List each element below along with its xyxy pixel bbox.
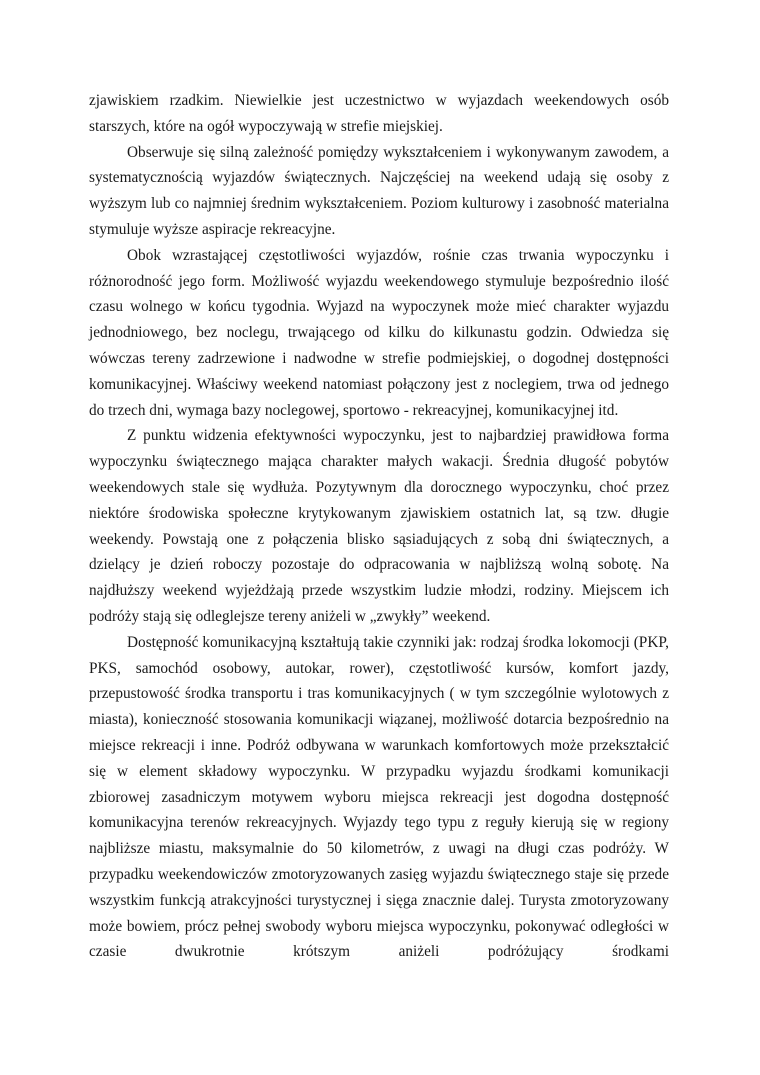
paragraph-duration: Obok wzrastającej częstotliwości wyjazdów, rośnie czas trwania wypoczynku i różnorodność jego form. Możliwość wyjazdu weekendowego stymuluje bezpośrednio ilość czasu wolnego w końcu tygodnia. Wyjazd na wypoczynek może mieć charakter wyjazdu jednodniowego, bez noclegu, trwającego od kilku do kilkunastu godzin. Odwiedza się wówczas tereny zadrzewione i nadwodne w strefie podmiejskiej, o dogodnej dostępności komunikacyjnej. Właściwy weekend natomiast połączony jest z noclegiem, trwa od jednego do trzech dni, wymaga bazy noclegowej, sportowo - rekreacyjnej, komunikacyjnej itd. [89, 246, 669, 419]
paragraph-transport: Dostępność komunikacyjną kształtują takie czynniki jak: rodzaj środka lokomocji (PKP, PKS, samochód osobowy, autokar, rower), częstotliwość kursów, komfort jazdy, przepustowość środka transportu i tras komunikacyjnych ( w tym szczególnie wylotowych z miasta), konieczność stosowania komunikacji wiązanej, możliwość dotarcia bezpośrednio na miejsce rekreacji i inne. Podróż odbywana w warunkach komfortowych może przekształcić się w element składowy wypoczynku. W przypadku wyjazdu środkami komunikacji zbiorowej zasadniczym motywem wyboru miejsca rekreacji jest dogodna dostępność komunikacyjna terenów rekreacyjnych. Wyjazdy tego typu z reguły kierują się w regiony najbliższe miastu, maksymalnie do 50 kilometrów, z uwagi na długi czas podróży. W przypadku weekendowiczów zmotoryzowanych zasięg wyjazdu świątecznego staje się przede wszystkim funkcją atrakcyjności turystycznej i sięga znacznie dalej. Turysta zmotoryzowany może bowiem, prócz pełnej swobody wyboru miejsca wypoczynku, pokonywać odległości w czasie dwukrotnie krótszym aniżeli podróżujący środkami [89, 633, 669, 961]
paragraph-continued: zjawiskiem rzadkim. Niewielkie jest uczestnictwo w wyjazdach weekendowych osób starszych, które na ogół wypoczywają w strefie miejskiej. [89, 92, 669, 135]
document-body [89, 88, 669, 965]
paragraph-education: Obserwuje się silną zależność pomiędzy wykształceniem i wykonywanym zawodem, a systematycznością wyjazdów świątecznych. Najczęściej na weekend udają się osoby z wyższym lub co najmniej średnim wykształceniem. Poziom kulturowy i zasobność materialna stymuluje wyższe aspiracje rekreacyjne. [89, 143, 669, 238]
paragraph-long-weekends: Z punktu widzenia efektywności wypoczynku, jest to najbardziej prawidłowa forma wypoczynku świątecznego mająca charakter małych wakacji. Średnia długość pobytów weekendowych stale się wydłuża. Pozytywnym dla dorocznego wypoczynku, choć przez niektóre środowiska społeczne krytykowanym zjawiskiem ostatnich lat, są tzw. długie weekendy. Powstają one z połączenia blisko sąsiadujących z sobą dni świątecznych, a dzielący je dzień roboczy pozostaje do odpracowania w najbliższą wolną sobotę. Na najdłuższy weekend wyjeżdżają przede wszystkim ludzie młodzi, rodziny. Miejscem ich podróży stają się odleglejsze tereny aniżeli w „zwykły” weekend. [89, 427, 669, 625]
